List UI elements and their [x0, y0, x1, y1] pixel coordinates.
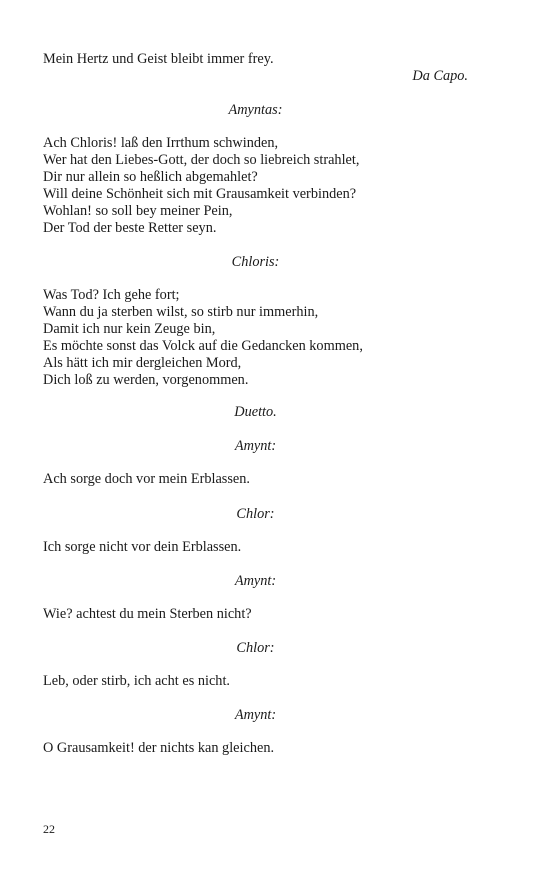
- duet-speaker-4: [43, 640, 468, 657]
- section-title: Duetto.: [234, 404, 277, 420]
- verse-line: Dich loß zu werden, vorgenommen.: [43, 372, 249, 388]
- verse-line: Ich sorge nicht vor dein Erblassen.: [43, 539, 242, 555]
- duet-speaker-2: [43, 506, 468, 523]
- opening-verse: [43, 51, 468, 85]
- duet-speaker-5: [43, 707, 468, 724]
- duet-speaker-3: [43, 573, 468, 590]
- verse-line: Es möchte sonst das Volck auf die Gedancken kommen,: [43, 338, 363, 354]
- speaker-name: Amyntas:: [228, 102, 283, 118]
- verse-line: Leb, oder stirb, ich acht es nicht.: [43, 673, 230, 689]
- verse-line: Dir nur allein so heßlich abgemahlet?: [43, 169, 258, 185]
- speaker-name: Chlor:: [236, 640, 275, 656]
- verse-line: Wer hat den Liebes-Gott, der doch so liebreich strahlet,: [43, 152, 360, 168]
- verse-line: Ach sorge doch vor mein Erblassen.: [43, 471, 250, 487]
- da-capo-marking: Da Capo.: [412, 68, 468, 84]
- verse-line: Wie? achtest du mein Sterben nicht?: [43, 606, 252, 622]
- verse-line: Was Tod? Ich gehe fort;: [43, 287, 180, 303]
- duet-line-3: [43, 606, 468, 623]
- verse-line: O Grausamkeit! der nichts kan gleichen.: [43, 740, 275, 756]
- speaker-name: Amynt:: [234, 573, 277, 589]
- speaker-name: Amynt:: [234, 707, 277, 723]
- duet-line-2: [43, 539, 468, 556]
- verse-line: Als hätt ich mir dergleichen Mord,: [43, 355, 242, 371]
- chloris-recitative: [43, 287, 468, 389]
- speaker-heading-chloris: [43, 254, 468, 271]
- speaker-name: Chlor:: [236, 506, 275, 522]
- page-number: 22: [43, 822, 55, 836]
- speaker-name: Amynt:: [234, 438, 277, 454]
- speaker-heading-amyntas: [43, 102, 468, 119]
- verse-line: Ach Chloris! laß den Irrthum schwinden,: [43, 135, 279, 151]
- duetto-heading: [43, 404, 468, 421]
- duet-line-5: [43, 740, 468, 757]
- duet-speaker-1: [43, 438, 468, 455]
- verse-line: Wann du ja sterben wilst, so stirb nur immerhin,: [43, 304, 319, 320]
- speaker-name: Chloris:: [231, 254, 280, 270]
- amyntas-recitative: [43, 135, 468, 237]
- verse-line: Der Tod der beste Retter seyn.: [43, 220, 217, 236]
- verse-line: Wohlan! so soll bey meiner Pein,: [43, 203, 233, 219]
- verse-line: Will deine Schönheit sich mit Grausamkeit verbinden?: [43, 186, 357, 202]
- duet-line-1: [43, 471, 468, 488]
- duet-line-4: [43, 673, 468, 690]
- verse-line: Mein Hertz und Geist bleibt immer frey.: [43, 51, 274, 67]
- verse-line: Damit ich nur kein Zeuge bin,: [43, 321, 216, 337]
